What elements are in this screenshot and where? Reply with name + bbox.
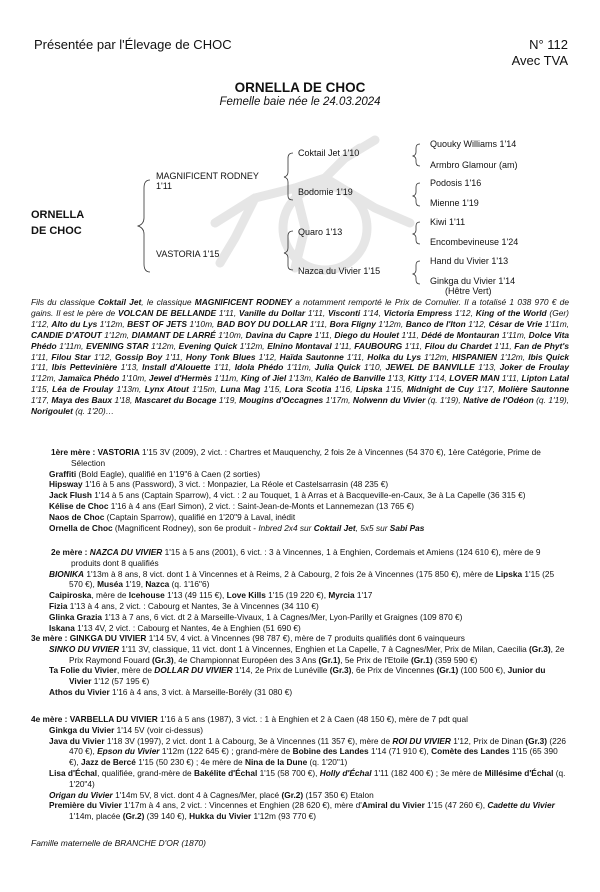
ds-sire: Kiwi 1'11	[430, 217, 466, 227]
dd-dam-sire: (Hêtre Vert)	[445, 286, 492, 296]
dd-sire: Hand du Vivier 1'13	[430, 256, 509, 266]
first-dam-section: 1ère mère : VASTORIA 1'15 3V (2009), 2 vict. : Chartres et Mauquenchy, 2 fois 2e à Vincennes (54 370 €), 1ère Catégorie, Prime de Sélection Graffiti (Bold Eagle), qualifié en 1'19"6 à Caen (2 sorties) Hipsway 1'16 à 5 ans (Password), 3 vict. : Monpazier, La Réole et Castelsarrasin (48 235 €) Jack Flush 1'14 à 5 ans (Captain Sparrow), 4 vict. : 2 au Touquet, 1 à Arras et à Bacqueville-en-Caux, 3e à La Capelle (36 315 €) Kélise de Choc 1'16 à 4 ans (Earl Simon), 2 vict. : Saint-Jean-de-Monts et Lannemezan (13 765 €) Naos de Choc (Captain Sparrow), qualifié en 1'20"9 à Laval, inédit Ornella de Choc (Magnificent Rodney), son 6e produit - Inbred 2x4 sur Coktail Jet, 5x5 sur Sabi Pas	[49, 447, 541, 533]
sire-name: MAGNIFICENT RODNEY 1'11	[156, 171, 259, 191]
sd-sire: Podosis 1'16	[430, 178, 482, 188]
fourth-dam-section: 4e mère : VARBELLA DU VIVIER 1'16 à 5 ans (1987), 3 vict. : 1 à Enghien et 2 à Caen (48 150 €), mère de 7 pdt qual Ginkga du Vivier 1'14 5V (voir ci-dessus) Java du Vivier 1'18 3V (1997), 2 vict. dont 1 à Cabourg, 3e à Vincennes (11 357 €), mère de ROI DU VIVIER 1'12, Prix de Dinan (Gr.3) (226 470 €), Epson du Vivier 1'12m (122 645 €) ; grand-mère de Bobine des Landes 1'14 (71 910 €), Comète des Landes 1'15 (65 390 €), Jazz de Bercé 1'15 (50 230 €) ; 4e mère de Nina de la Dune (q. 1'20"1) Lisa d'Échal, qualifiée, grand-mère de Bakélite d'Échal 1'15 (58 700 €), Holly d'Échal 1'11 (182 400 €) ; 3e mère de Millésime d'Échal (q. 1'20"4) Origan du Vivier 1'14m 5V, 8 vict. dont 4 à Cagnes/Mer, placé (Gr.2) (157 350 €) Etalon Première du Vivier 1'17m à 4 ans, 2 vict. : Vincennes et Enghien (28 620 €), mère d'Amiral du Vivier 1'15 (47 260 €), Cadette du Vivier 1'14m, placée (Gr.2) (39 140 €), Hukka du Vivier 1'12m (93 770 €)	[31, 714, 566, 822]
horse-name-left	[31, 207, 84, 239]
ds-dam: Encombevineuse 1'24	[430, 237, 519, 247]
tva-label: Avec TVA	[511, 53, 568, 68]
sire-sire: Coktail Jet 1'10	[298, 148, 360, 158]
ss-sire: Quouky Williams 1'14	[430, 139, 517, 149]
maternal-family-note: Famille maternelle de BRANCHE D'OR (1870)	[31, 838, 206, 848]
lot-number: N° 112	[529, 37, 568, 52]
second-dam-section: 2e mère : NAZCA DU VIVIER 1'15 à 5 ans (2001), 6 vict. : 3 à Vincennes, 1 à Enghien, Cordemais et Amiens (124 610 €), mère de 9 produits dont 8 qualifiés BIONIKA 1'13m à 8 ans, 8 vict. dont 1 à Vincennes et à Reims, 2 à Cabourg, 2 fois 2e à Vincennes (175 850 €), mère de Lipska 1'15 (25 570 €), Muséa 1'19, Nazca (q. 1'16"6) Caipiroska, mère de Icehouse 1'13 (49 115 €), Love Kills 1'15 (19 220 €), Myrcia 1'17 Fizia 1'13 à 4 ans, 2 vict. : Cabourg et Nantes, 3e à Vincennes (34 110 €) Glinka Grazia 1'13 à 7 ans, 6 vict. dt 2 à Marseille-Vivaux, 1 à Cagnes/Mer, Lyon-Parilly et Graignes (109 870 €) Iskana 1'13 4V, 2 vict. : Cabourg et Nantes, 4e à Enghien (51 690 €)	[49, 547, 555, 633]
horse-name-line2: DE CHOC	[31, 225, 82, 237]
sire-dam: Bodomie 1'19	[298, 187, 353, 197]
page-subtitle: Femelle baie née le 24.03.2024	[219, 96, 381, 108]
dam-sire: Quaro 1'13	[298, 227, 343, 237]
dam-dam: Nazca du Vivier 1'15	[298, 266, 381, 276]
presenter-label: Présentée par l'Élevage de CHOC	[34, 37, 232, 52]
third-dam-section: 3e mère : GINKGA DU VIVIER 1'14 5V, 4 vict. à Vincennes (98 787 €), mère de 7 produits qualifiés dont 6 vainqueurs SINKO DU VIVIER 1'11 3V, classique, 11 vict. dont 1 à Vincennes, Enghien et La Capelle, 7 à Cagnes/Mer, Prix de Milan, Caecilia (Gr.3), 2e Prix Raymond Fouard (Gr.3), 4e Championnat Européen des 3 Ans (Gr.1), 5e Prix de l'Etoile (Gr.1) (359 590 €) Ta Folie du Vivier, mère de DOLLAR DU VIVIER 1'14, 2e Prix de Lunéville (Gr.3), 6e Prix de Vincennes (Gr.1) (100 500 €), Junior du Vivier 1'12 (57 195 €) Athos du Vivier 1'16 à 4 ans, 3 vict. à Marseille-Borély (31 080 €)	[31, 633, 565, 697]
sd-dam: Mienne 1'19	[430, 198, 479, 208]
dd-dam: Ginkga du Vivier 1'14	[430, 276, 516, 286]
ss-dam: Armbro Glamour (am)	[430, 160, 518, 170]
dam-name: VASTORIA 1'15	[156, 249, 220, 259]
sire-paragraph: Fils du classique Coktail Jet, le classique MAGNIFICENT RODNEY a notamment remporté le Prix de Cornulier. Il a totalisé 1 038 970 € de gains. Il est le père de VOLCAN DE BELLANDE 1'11, Vanille du Dollar 1'11, Visconti 1'14, Victoria Empress 1'12, King of the World (Ger) 1'12, Alto du Lys 1'12m, BEST OF JETS 1'10m, BAD BOY DU DOLLAR 1'11, Bora Fligny 1'12m, Banco de l'Iton 1'12, César de Vrie 1'11m, CANDIE D'ATOUT 1'12m, DIAMANT DE LARRÉ 1'10m, Davina du Capre 1'11, Diego du Houlet 1'11, Dédé de Montauran 1'11m, Dolce Vita Phédo 1'11m, EVENING STAR 1'12m, Evening Quick 1'12m, Elnino Montaval 1'11, FAUBOURG 1'11, Filou du Chardet 1'11, Fan de Phyt's 1'11, Filou Star 1'12, Gossip Boy 1'11, Hony Tonk Blues 1'12, Haïda Sautonne 1'11, Holka du Lys 1'12m, HISPANIEN 1'12m, Ibis Quick 1'11, Ibis Pettevinière 1'13, Install d'Alouette 1'11, Idola Phédo 1'11m, Julia Quick 1'10, JEWEL DE BANVILLE 1'13, Joker de Froulay 1'12m, Jamaïca Phédo 1'10m, Jewel d'Hermès 1'11m, King of Jiel 1'13m, Kaléo de Banville 1'13, Kitty 1'14, LOVER MAN 1'11, Lipton Latal 1'15, Léa de Froulay 1'13m, Lynx Atout 1'15m, Luna Mag 1'15, Lora Scotia 1'16, Lipska 1'15, Midnight de Cuy 1'17, Molière Sautonne 1'17, Maya des Baux 1'18, Mascaret du Bocage 1'19, Mougins d'Occagnes 1'17m, Nolwenn du Vivier (q. 1'19), Native de l'Odéon (q. 1'19), Norigoulet (q. 1'20)…	[31, 297, 570, 417]
page-title: ORNELLA DE CHOC	[234, 80, 366, 95]
horse-name-line1: ORNELLA	[31, 209, 85, 221]
